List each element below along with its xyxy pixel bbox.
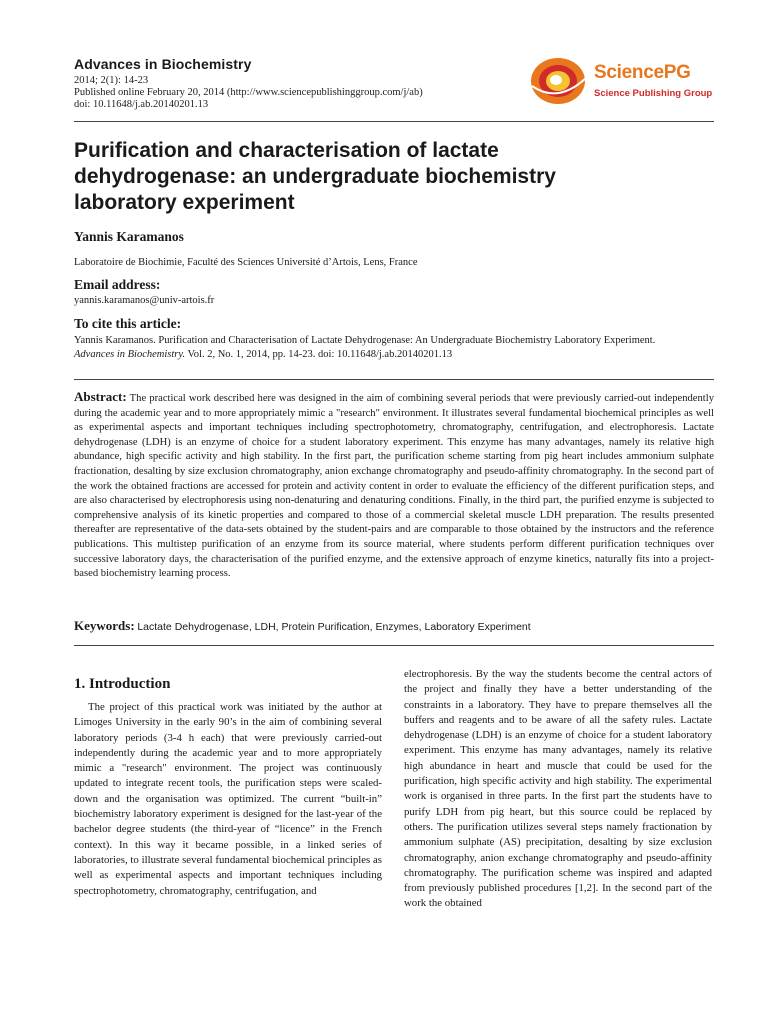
citation-line-2 xyxy=(74,348,714,362)
abstract-text: The practical work described here was designed in the aim of combining several periods that were previously carried-out independently during the academic year and to more appropriately mimic a "research" environment. It illustrates several fundamental biochemical principles as well as experimental aspects and important techniques including spectrophotometry, chromatography, centrifugation, and electrophoresis. Lactate dehydrogenase (LDH) is an enzyme of choice for a student laboratory experiment. This enzyme has many advantages, namely its relative high abundance, high specific activity and high stability. In the first part, the purification scheme starting from pig heart includes ammonium sulphate fractionation, desalting by size exclusion chromatography, anion exchange chromatography and pseudo-affinity chromatography. In the second part of the work the obtained fractions are accessed for protein and activity content in order to evaluate the efficiency of the different purification steps, and are also characterised by electrophoresis using non-denaturing and denaturing conditions. Finally, in the third part, the purified enzyme is subjected to comprehensive analysis of its kinetic properties and compared to those of a commercial skeletal muscle LDH preparation. The results presented thereafter are representative of the data-sets obtained by the student-pairs and are comparable to those obtained by the instructors and the reference publications. This multistep purification of an enzyme from its source material, where students perform different purification techniques over successive laboratory days, the characterisation of the purified enzyme, and the extensive approach of enzyme kinetics, naturally fits into a project-based biochemistry learning process. xyxy=(74,393,714,580)
introduction-heading: 1. Introduction xyxy=(74,676,171,692)
title-line: Purification and characterisation of lactate xyxy=(74,139,499,162)
citation xyxy=(74,334,714,362)
intro-right-column: electrophoresis. By the way the students become the central actors of the project and finally they have a better understanding of the constraints in a laboratory. They have to prepare themselves all the buffers and reagents and to be aware of all the safety rules. Lactate dehydrogenase (LDH) is an enzyme of choice for a student laboratory experiment. This enzyme has many advantages, namely its relative high abundance in heart and muscle that could be used for the purification, high specific activity and high stability. The experimental work is organised in three parts. In the first part the students have to purify LDH from pig heart, but this source could be replaced by others. The purification utilizes several steps namely fractionation by ammonium sulphate (AS) precipitation, desalting by size exclusion chromatography, anion exchange chromatography and pseudo-affinity chromatography. The purification scheme was inspired and adapted from previously published procedures [1,2]. In the second part of the work the obtained xyxy=(404,668,712,910)
email-heading: Email address: xyxy=(74,277,161,292)
doi-line: doi: 10.11648/j.ab.20140201.13 xyxy=(74,99,209,110)
abstract xyxy=(74,390,714,582)
email-link[interactable]: yannis.karamanos@univ-artois.fr xyxy=(74,295,215,306)
header-divider xyxy=(74,121,714,122)
journal-name: Advances in Biochemistry xyxy=(74,56,252,72)
abstract-bottom-divider xyxy=(74,645,714,646)
citation-journal: Advances in Biochemistry. xyxy=(74,349,186,360)
published-line: Published online February 20, 2014 (http://www.sciencepublishinggroup.com/j/ab) xyxy=(74,87,423,98)
logo-subtitle: Science Publishing Group xyxy=(594,88,713,99)
cite-heading: To cite this article: xyxy=(74,316,182,331)
intro-left-column: The project of this practical work was initiated by the author at Limoges University in the early 90’s in the aim of combining several laboratory periods (3-4 h each) that were previously carried-out independently during the academic year and to more appropriately mimic a "research" environment. The project was continuously updated to integrate recent tools, the purification steps were scaled-down and the organisation was optimized. The current “built-in” biochemistry laboratory experiment is designed for the last-year of the bachelor degree students (the third-year of “licence” in the French context). In this way it became possible, in a linked series of laboratories, to illustrate several fundamental biochemical principles as well as experimental aspects and important techniques including spectrophotometry, chromatography, centrifugation, and xyxy=(74,701,382,897)
abstract-label: Abstract: xyxy=(74,389,127,404)
citation-details: Vol. 2, No. 1, 2014, pp. 14-23. doi: 10.11648/j.ab.20140201.13 xyxy=(185,349,453,360)
author-name: Yannis Karamanos xyxy=(74,229,184,244)
affiliation: Laboratoire de Biochimie, Faculté des Sciences Université d’Artois, Lens, France xyxy=(74,257,418,268)
logo-name: SciencePG xyxy=(594,62,691,83)
title-line: laboratory experiment xyxy=(74,191,295,214)
sciencepg-emblem-icon xyxy=(528,56,590,106)
keywords-text: Lactate Dehydrogenase, LDH, Protein Purification, Enzymes, Laboratory Experiment xyxy=(137,621,531,633)
title-line: dehydrogenase: an undergraduate biochemistry xyxy=(74,165,556,188)
sciencepg-logo xyxy=(528,56,718,106)
issue-line: 2014; 2(1): 14-23 xyxy=(74,75,149,86)
abstract-top-divider xyxy=(74,379,714,380)
article-title xyxy=(74,138,694,216)
keywords-label: Keywords: xyxy=(74,618,135,633)
citation-line: Yannis Karamanos. Purification and Characterisation of Lactate Dehydrogenase: An Undergraduate Biochemistry Laboratory Experiment. xyxy=(74,335,656,346)
keywords xyxy=(74,618,714,634)
